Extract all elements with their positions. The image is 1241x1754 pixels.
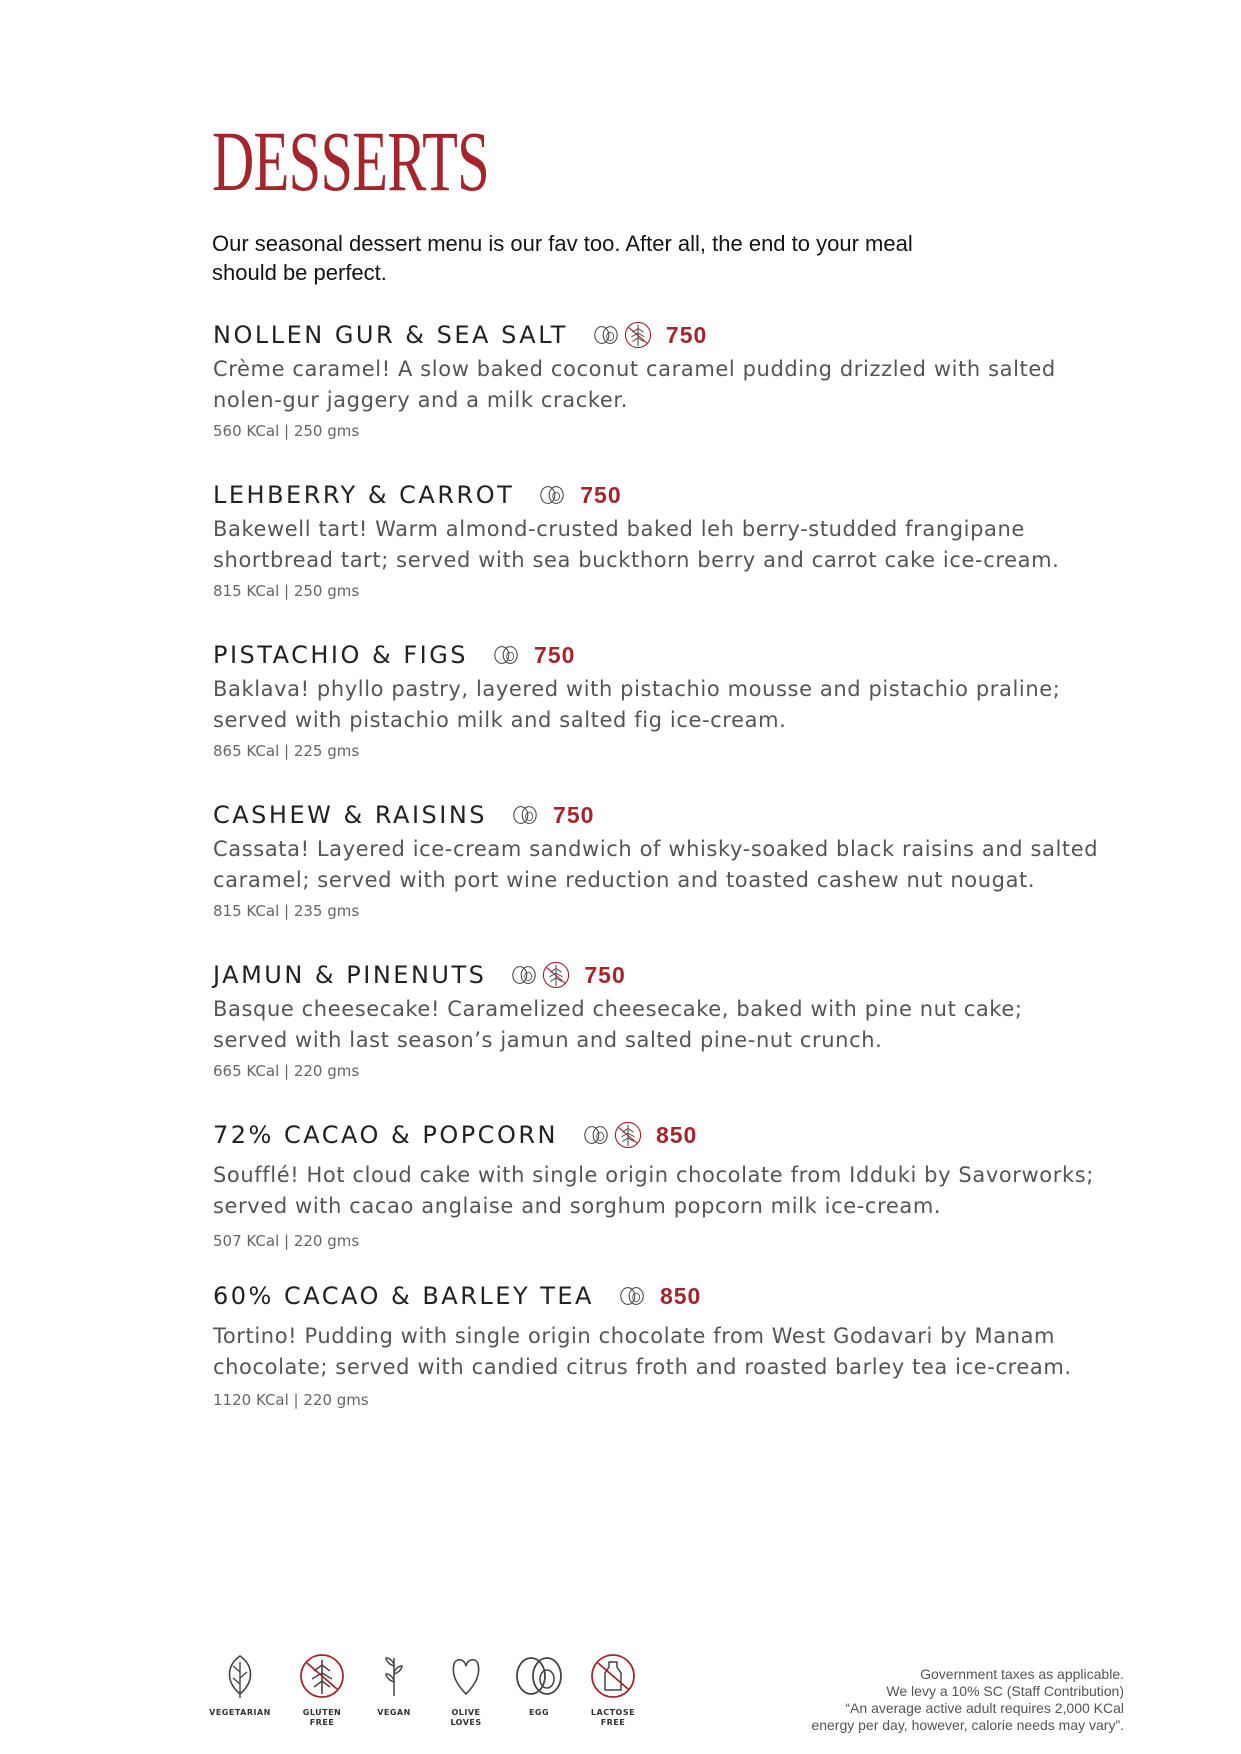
item-name: CASHEW & RAISINS: [213, 801, 488, 829]
footer-line: We levy a 10% SC (Staff Contribution): [886, 1683, 1124, 1699]
item-nutrition: 507 KCal | 220 gms: [213, 1232, 360, 1250]
item-nutrition: 815 KCal | 235 gms: [213, 902, 360, 920]
menu-item: [213, 638, 1173, 760]
legend-olive-loves: [426, 1652, 506, 1728]
item-name: 72% CACAO & POPCORN: [213, 1121, 558, 1149]
item-name: 60% CACAO & BARLEY TEA: [213, 1282, 594, 1310]
egg-icon: [510, 964, 538, 986]
legend-label-line: LOVES: [450, 1718, 482, 1727]
item-price: 750: [553, 801, 595, 828]
legend-gluten-free: [282, 1652, 362, 1728]
intro-text: [212, 229, 1032, 287]
item-price: 850: [659, 1282, 702, 1309]
footer-line: energy per day, however, calorie needs may vary”.: [811, 1717, 1124, 1733]
item-nutrition: 665 KCal | 220 gms: [213, 1062, 360, 1080]
legend-vegan: [354, 1652, 434, 1718]
intro-line: should be perfect.: [212, 260, 387, 285]
gluten-free-icon: [298, 1652, 346, 1700]
lactose-free-icon: [589, 1652, 637, 1700]
item-description: [213, 994, 1173, 1056]
item-description: [213, 1321, 1173, 1383]
egg-icon: [492, 644, 520, 666]
item-price: 750: [580, 481, 622, 508]
item-nutrition: 1120 KCal | 220 gms: [213, 1391, 369, 1409]
legend-label-line: GLUTEN: [302, 1708, 342, 1717]
item-name: NOLLEN GUR & SEA SALT: [213, 321, 568, 349]
description-line: served with pistachio milk and salted fig ice-cream.: [213, 708, 787, 732]
legend-lactose-free: [573, 1652, 653, 1728]
item-nutrition: 865 KCal | 225 gms: [213, 742, 360, 760]
menu-item: [213, 1118, 1173, 1250]
item-name: JAMUN & PINENUTS: [213, 961, 487, 989]
item-description: [213, 674, 1173, 736]
description-line: Crème caramel! A slow baked coconut caramel pudding drizzled with salted: [213, 357, 1056, 381]
item-description: [213, 834, 1173, 896]
egg-icon: [511, 804, 539, 826]
legend-label: VEGETARIAN: [209, 1708, 271, 1717]
menu-item: [213, 478, 1173, 600]
gluten-free-icon: [542, 961, 570, 989]
intro-line: Our seasonal dessert menu is our fav too. After all, the end to your meal: [212, 231, 913, 256]
description-line: nolen-gur jaggery and a milk cracker.: [213, 388, 628, 412]
egg-icon: [592, 324, 620, 346]
description-line: served with cacao anglaise and sorghum popcorn milk ice-cream.: [213, 1194, 942, 1218]
item-name: LEHBERRY & CARROT: [213, 481, 515, 509]
description-line: chocolate; served with candied citrus froth and roasted barley tea ice-cream.: [213, 1355, 1072, 1379]
legend-egg: [499, 1652, 579, 1718]
egg-icon: [513, 1652, 565, 1700]
gluten-free-icon: [624, 321, 652, 349]
leaf-icon: [220, 1652, 260, 1700]
legend-label: VEGAN: [377, 1708, 411, 1717]
legend-label-line: FREE: [309, 1718, 335, 1727]
footer-notes: [811, 1666, 1124, 1734]
page-title: DESSERTS: [212, 113, 490, 209]
description-line: shortbread tart; served with sea buckthorn berry and carrot cake ice-cream.: [213, 548, 1060, 572]
egg-icon: [618, 1285, 646, 1307]
item-description: [213, 1160, 1173, 1222]
egg-icon: [582, 1124, 610, 1146]
item-name: PISTACHIO & FIGS: [213, 641, 469, 669]
egg-icon: [538, 484, 566, 506]
item-description: [213, 354, 1173, 416]
item-price: 850: [655, 1121, 698, 1148]
description-line: Tortino! Pudding with single origin chocolate from West Godavari by Manam: [213, 1324, 1056, 1348]
legend-label: [282, 1708, 362, 1728]
description-line: Cassata! Layered ice-cream sandwich of whisky-soaked black raisins and salted: [213, 837, 1099, 861]
gluten-free-icon: [614, 1121, 642, 1149]
description-line: Baklava! phyllo pastry, layered with pistachio mousse and pistachio praline;: [213, 677, 1061, 701]
description-line: caramel; served with port wine reduction and toasted cashew nut nougat.: [213, 868, 1036, 892]
description-line: Basque cheesecake! Caramelized cheesecake, baked with pine nut cake;: [213, 997, 1023, 1021]
item-price: 750: [665, 321, 708, 348]
item-nutrition: 560 KCal | 250 gms: [213, 422, 360, 440]
item-price: 750: [534, 641, 576, 668]
item-description: [213, 514, 1173, 576]
menu-item: [213, 1279, 1173, 1409]
footer-line: “An average active adult requires 2,000 KCal: [845, 1700, 1124, 1716]
legend-label: [573, 1708, 653, 1728]
legend-label-line: OLIVE: [451, 1708, 481, 1717]
legend-label: [426, 1708, 506, 1728]
menu-item: [213, 318, 1173, 440]
item-nutrition: 815 KCal | 250 gms: [213, 582, 360, 600]
legend-label-line: FREE: [600, 1718, 626, 1727]
menu-item: [213, 958, 1173, 1080]
heart-icon: [446, 1652, 486, 1700]
sprig-icon: [374, 1652, 414, 1700]
menu-item: [213, 798, 1173, 920]
legend-vegetarian: [200, 1652, 280, 1718]
description-line: served with last season’s jamun and salted pine-nut crunch.: [213, 1028, 883, 1052]
legend-label-line: LACTOSE: [590, 1708, 636, 1717]
item-price: 750: [584, 961, 626, 988]
description-line: Soufflé! Hot cloud cake with single origin chocolate from Idduki by Savorworks;: [213, 1163, 1094, 1187]
description-line: Bakewell tart! Warm almond-crusted baked leh berry-studded frangipane: [213, 517, 1025, 541]
footer-line: Government taxes as applicable.: [920, 1666, 1124, 1682]
legend-label: EGG: [528, 1708, 550, 1717]
